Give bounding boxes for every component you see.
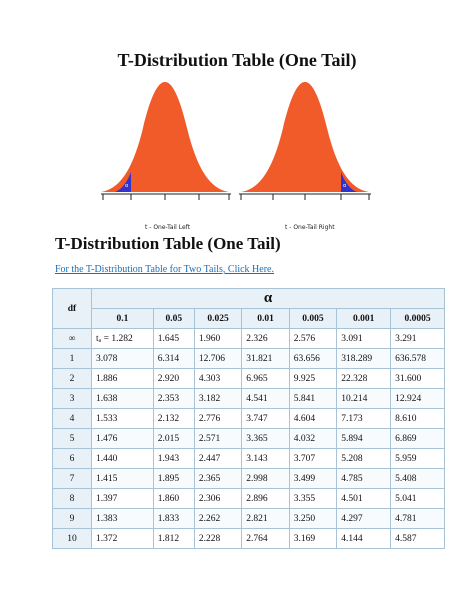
table-body [53, 329, 445, 549]
critical-value-cell: 2.821 [242, 509, 289, 529]
critical-value-cell: 1.860 [153, 489, 194, 509]
critical-value-cell: 2.228 [194, 529, 241, 549]
critical-value-cell: 31.821 [242, 349, 289, 369]
df-cell: 1 [53, 349, 92, 369]
critical-value-cell: 4.297 [337, 509, 391, 529]
critical-value-cell: 4.501 [337, 489, 391, 509]
critical-value-cell: 9.925 [289, 369, 336, 389]
critical-value-cell: 1.645 [153, 329, 194, 349]
alpha-header: α [92, 289, 445, 309]
table-row [53, 329, 445, 349]
table-row [53, 529, 445, 549]
df-cell: 10 [53, 529, 92, 549]
critical-value-cell: tₐ = 1.282 [92, 329, 154, 349]
critical-value-cell: 318.289 [337, 349, 391, 369]
df-cell: 7 [53, 469, 92, 489]
critical-value-cell: 1.397 [92, 489, 154, 509]
table-row [53, 449, 445, 469]
critical-value-cell: 10.214 [337, 389, 391, 409]
critical-value-cell: 1.960 [194, 329, 241, 349]
table-row [53, 389, 445, 409]
critical-value-cell: 6.314 [153, 349, 194, 369]
critical-value-cell: 12.706 [194, 349, 241, 369]
critical-value-cell: 1.638 [92, 389, 154, 409]
critical-value-cell: 4.303 [194, 369, 241, 389]
critical-value-cell: 31.600 [391, 369, 445, 389]
critical-value-cell: 5.959 [391, 449, 445, 469]
critical-value-cell: 3.078 [92, 349, 154, 369]
critical-value-cell: 5.208 [337, 449, 391, 469]
df-cell: 2 [53, 369, 92, 389]
critical-value-cell: 3.169 [289, 529, 336, 549]
table-row [53, 429, 445, 449]
critical-value-cell: 2.447 [194, 449, 241, 469]
critical-value-cell: 1.415 [92, 469, 154, 489]
alpha-value-header: 0.1 [92, 309, 154, 329]
critical-value-cell: 2.576 [289, 329, 336, 349]
critical-value-cell: 3.365 [242, 429, 289, 449]
df-cell: 5 [53, 429, 92, 449]
critical-value-cell: 1.440 [92, 449, 154, 469]
table-row [53, 509, 445, 529]
critical-value-cell: 6.965 [242, 369, 289, 389]
critical-value-cell: 5.894 [337, 429, 391, 449]
t-distribution-table [52, 288, 445, 549]
critical-value-cell: 1.476 [92, 429, 154, 449]
page-title: T-Distribution Table (One Tail) [117, 50, 357, 70]
critical-value-cell: 3.143 [242, 449, 289, 469]
left-tail-label: t - One-Tail Left [145, 224, 191, 231]
left-tail-curve [101, 82, 231, 231]
critical-value-cell: 4.032 [289, 429, 336, 449]
table-row [53, 489, 445, 509]
critical-value-cell: 636.578 [391, 349, 445, 369]
critical-value-cell: 5.408 [391, 469, 445, 489]
critical-value-cell: 6.869 [391, 429, 445, 449]
table-row [53, 469, 445, 489]
critical-value-cell: 3.747 [242, 409, 289, 429]
df-cell: 4 [53, 409, 92, 429]
df-cell: 3 [53, 389, 92, 409]
alpha-value-header: 0.01 [242, 309, 289, 329]
df-cell: 9 [53, 509, 92, 529]
critical-value-cell: 3.707 [289, 449, 336, 469]
critical-value-cell: 4.781 [391, 509, 445, 529]
critical-value-cell: 5.841 [289, 389, 336, 409]
critical-value-cell: 4.604 [289, 409, 336, 429]
alpha-value-header: 0.05 [153, 309, 194, 329]
critical-value-cell: 2.776 [194, 409, 241, 429]
right-tail-label: t - One-Tail Right [285, 224, 335, 231]
critical-value-cell: 3.091 [337, 329, 391, 349]
critical-value-cell: 2.998 [242, 469, 289, 489]
critical-value-cell: 2.262 [194, 509, 241, 529]
critical-value-cell: 2.365 [194, 469, 241, 489]
critical-value-cell: 3.499 [289, 469, 336, 489]
table-row [53, 349, 445, 369]
critical-value-cell: 22.328 [337, 369, 391, 389]
critical-value-cell: 8.610 [391, 409, 445, 429]
critical-value-cell: 2.920 [153, 369, 194, 389]
critical-value-cell: 2.896 [242, 489, 289, 509]
critical-value-cell: 2.571 [194, 429, 241, 449]
critical-value-cell: 2.353 [153, 389, 194, 409]
critical-value-cell: 63.656 [289, 349, 336, 369]
critical-value-cell: 2.764 [242, 529, 289, 549]
critical-value-cell: 1.886 [92, 369, 154, 389]
critical-value-cell: 2.132 [153, 409, 194, 429]
critical-value-cell: 3.291 [391, 329, 445, 349]
critical-value-cell: 2.015 [153, 429, 194, 449]
right-alpha-mark: α [343, 183, 347, 189]
t-distribution-figure [95, 76, 375, 236]
left-alpha-mark: α [125, 183, 129, 189]
df-header: df [53, 289, 92, 329]
critical-value-cell: 1.372 [92, 529, 154, 549]
critical-value-cell: 1.812 [153, 529, 194, 549]
critical-value-cell: 4.541 [242, 389, 289, 409]
section-heading: T-Distribution Table (One Tail) [55, 234, 281, 253]
table-row [53, 409, 445, 429]
two-tail-table-link[interactable]: For the T-Distribution Table for Two Tails, Click Here. [55, 264, 274, 275]
df-cell: ∞ [53, 329, 92, 349]
alpha-value-header: 0.0005 [391, 309, 445, 329]
table-row [53, 369, 445, 389]
alpha-value-header: 0.025 [194, 309, 241, 329]
critical-value-cell: 7.173 [337, 409, 391, 429]
critical-value-cell: 4.144 [337, 529, 391, 549]
critical-value-cell: 1.383 [92, 509, 154, 529]
critical-value-cell: 3.355 [289, 489, 336, 509]
df-cell: 6 [53, 449, 92, 469]
critical-value-cell: 1.533 [92, 409, 154, 429]
critical-value-cell: 2.306 [194, 489, 241, 509]
alpha-value-header: 0.001 [337, 309, 391, 329]
critical-value-cell: 4.587 [391, 529, 445, 549]
critical-value-cell: 5.041 [391, 489, 445, 509]
critical-value-cell: 4.785 [337, 469, 391, 489]
critical-value-cell: 3.182 [194, 389, 241, 409]
critical-value-cell: 1.895 [153, 469, 194, 489]
critical-value-cell: 1.833 [153, 509, 194, 529]
critical-value-cell: 12.924 [391, 389, 445, 409]
df-cell: 8 [53, 489, 92, 509]
critical-value-cell: 2.326 [242, 329, 289, 349]
alpha-value-header: 0.005 [289, 309, 336, 329]
critical-value-cell: 3.250 [289, 509, 336, 529]
critical-value-cell: 1.943 [153, 449, 194, 469]
right-tail-curve [239, 82, 371, 231]
